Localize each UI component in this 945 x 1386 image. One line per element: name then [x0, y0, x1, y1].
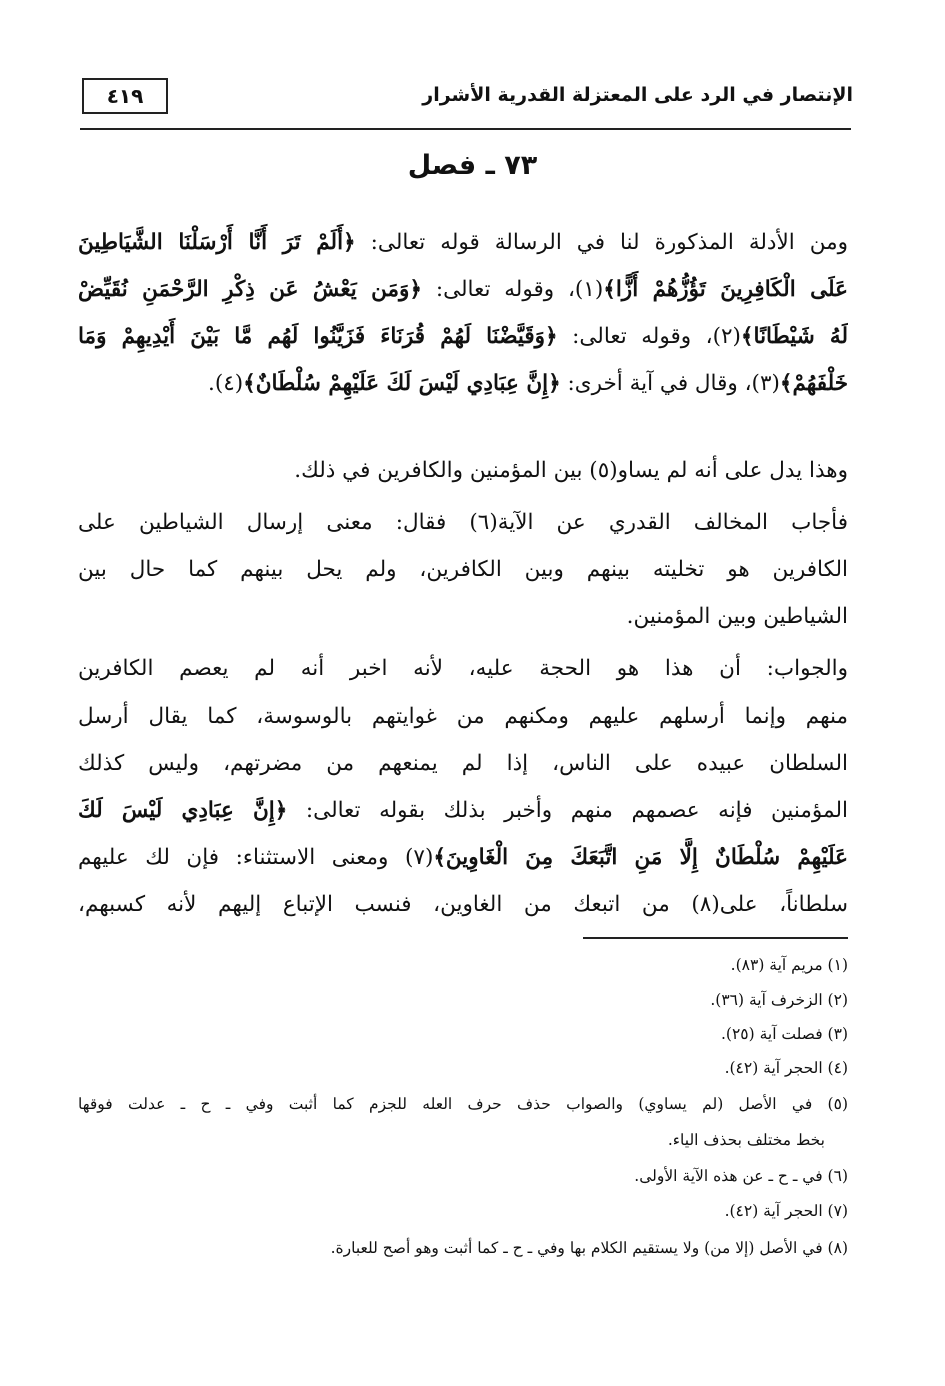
- footnote: (٢) الزخرف آية (٣٦).: [710, 991, 848, 1009]
- body-text-run: منهم وإنما أرسلهم عليهم ومكنهم من غوايتهم بالوسوسة، كما يقال أرسل: [78, 704, 848, 729]
- body-text-run: سلطاناً، على(٨) من اتبعك من الغاوين، فنسب الإتباع إليهم لأنه كسبهم،: [78, 892, 848, 917]
- body-text-run: وهذا يدل على أنه لم يساو(٥) بين المؤمنين والكافرين في ذلك.: [294, 458, 848, 483]
- footnote-continuation: بخط مختلف بحذف الياء.: [667, 1131, 825, 1149]
- quran-verse: ﴿وَقَيَّضْنَا لَهُمْ قُرَنَاءَ فَزَيَّنُوا لَهُم مَّا بَيْنَ أَيْدِيهِمْ وَمَا: [78, 324, 558, 349]
- running-header-title: الإنتصار في الرد على المعتزلة القدرية الأشرار: [422, 84, 853, 106]
- body-line: [78, 317, 848, 357]
- footnote: (١) مريم آية (٨٣).: [730, 956, 848, 974]
- quran-verse: عَلَى الْكَافِرِينَ تَؤُزُّهُمْ أَزًّا﴾: [603, 277, 848, 302]
- body-line: [78, 364, 848, 404]
- body-text-run: (٤).: [207, 371, 244, 396]
- body-text-run: (٣)، وقال في آية أخرى:: [560, 371, 780, 396]
- quran-verse: عَلَيْهِمْ سُلْطَانٌ إِلَّا مَنِ اتَّبَعَكَ مِنَ الْغَاوِينَ﴾: [433, 845, 848, 870]
- body-text-run: فأجاب المخالف القدري عن الآية(٦) فقال: معنى إرسال الشياطين على: [78, 510, 848, 535]
- footnote: (٣) فصلت آية (٢٥).: [720, 1025, 848, 1043]
- page-number: ٤١٩: [82, 78, 168, 114]
- body-text-run: الشياطين وبين المؤمنين.: [626, 604, 848, 629]
- body-text-run: (٧) ومعنى الاستثناء: فإن لك عليهم: [78, 845, 434, 870]
- footnote: (٧) الحجر آية (٤٢).: [724, 1202, 848, 1220]
- body-text-run: (١)، وقوله تعالى:: [422, 277, 604, 302]
- body-line: [78, 223, 848, 263]
- footnote: (٤) الحجر آية (٤٢).: [724, 1059, 848, 1077]
- body-line: [78, 838, 848, 878]
- body-text-run: (٢)، وقوله تعالى:: [557, 324, 741, 349]
- quran-verse: ﴿وَمَن يَعْشُ عَن ذِكْرِ الرَّحْمَنِ نُقَيِّضْ: [78, 277, 423, 302]
- body-text-run: السلطان عبيده على الناس، إذا لم يمنعهم من مضرتهم، وليس كذلك: [78, 751, 848, 776]
- body-line: [78, 597, 848, 637]
- quran-verse: ﴿إِنَّ عِبَادِي لَيْسَ لَكَ عَلَيْهِمْ سُلْطَانٌ﴾: [243, 371, 561, 396]
- body-text-run: والجواب: أن هذا هو الحجة عليه، لأنه اخبر أنه لم يعصم الكافرين: [78, 656, 848, 681]
- footnote: (٥) في الأصل (لم يساوي) والصواب حذف حرف العله للجزم كما أثبت وفي ـ ح ـ عدلت فوقها: [78, 1095, 848, 1113]
- body-text-run: المؤمنين فإنه عصمهم منهم وأخبر بذلك بقوله تعالى:: [287, 798, 848, 823]
- header-divider: [80, 128, 851, 130]
- quran-verse: ﴿إِنَّ عِبَادِي لَيْسَ لَكَ: [78, 798, 288, 823]
- body-line: [78, 697, 848, 737]
- body-line: [78, 791, 848, 831]
- body-text-run: ومن الأدلة المذكورة لنا في الرسالة قوله تعالى:: [355, 230, 848, 255]
- section-heading: ٧٣ ـ فصل: [407, 150, 538, 181]
- footnote: (٨) في الأصل (إلا من) ولا يستقيم الكلام بها وفي ـ ح ـ كما أثبت وهو أصح للعبارة.: [330, 1239, 848, 1257]
- footnote: (٦) في ـ ح ـ عن هذه الآية الأولى.: [634, 1167, 848, 1185]
- body-text-run: الكافرين هو تخليته بينهم وبين الكافرين، ولم يحل بينهم كما حال بين: [78, 557, 848, 582]
- body-line: [78, 885, 848, 925]
- body-line: [78, 503, 848, 543]
- body-line: [78, 270, 848, 310]
- body-line: [78, 550, 848, 590]
- quran-verse: خَلْفَهُمْ﴾: [779, 371, 848, 396]
- quran-verse: لَهُ شَيْطَانًا﴾: [740, 324, 848, 349]
- quran-verse: ﴿أَلَمْ تَرَ أَنَّا أَرْسَلْنَا الشَّيَاطِينَ: [78, 230, 356, 255]
- body-line: [78, 649, 848, 689]
- body-line: [78, 744, 848, 784]
- body-line: [78, 451, 848, 491]
- footnote-divider: [583, 937, 848, 939]
